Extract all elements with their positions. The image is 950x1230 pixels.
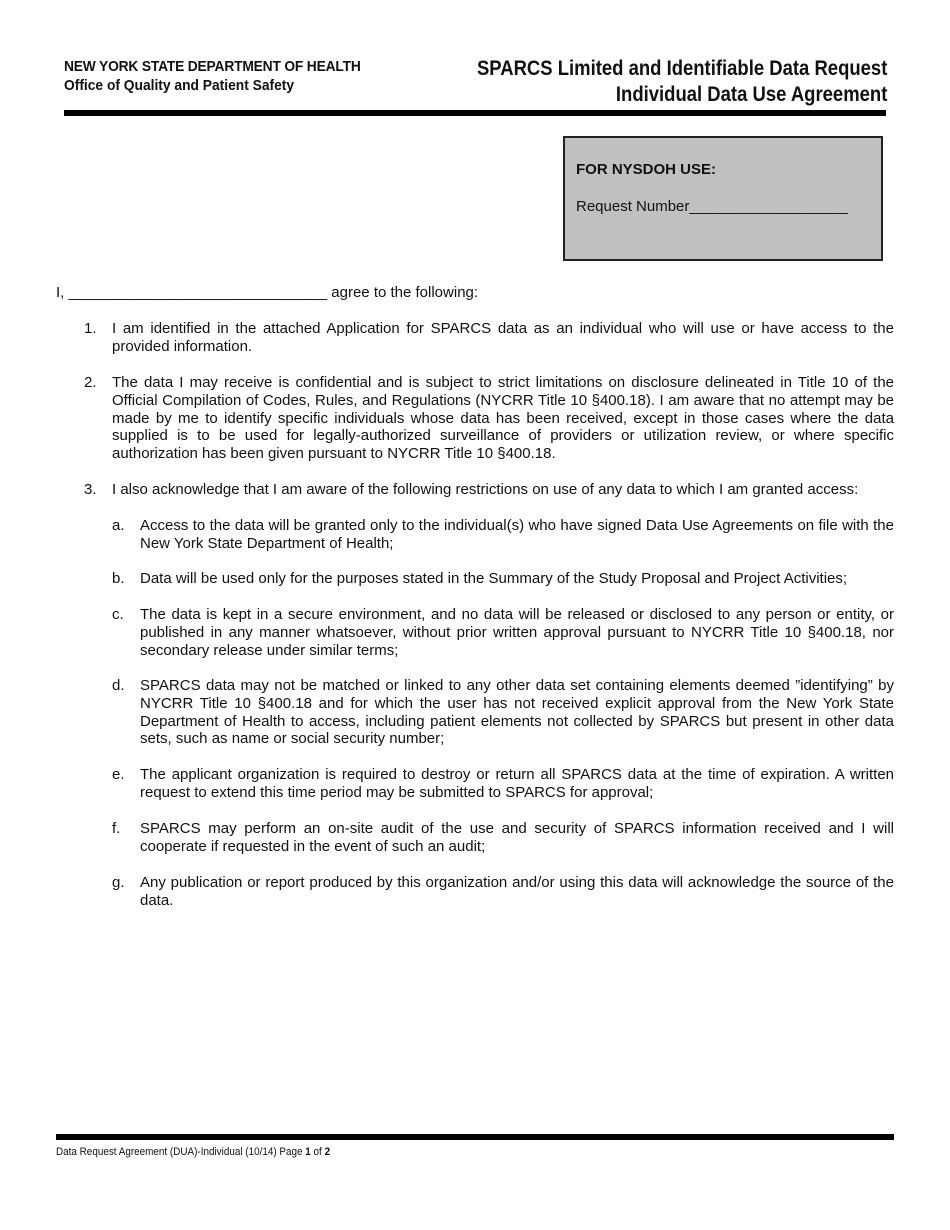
item-text: I also acknowledge that I am aware of the following restrictions on use of any data to which I am granted access: (112, 481, 859, 498)
office-name: Office of Quality and Patient Safety (64, 77, 295, 94)
item-number: 3. (84, 481, 97, 498)
subitem-letter: d. (112, 677, 125, 694)
subitem-letter: f. (112, 820, 121, 837)
page-total: 2 (324, 1146, 331, 1158)
subitem-letter: e. (112, 766, 125, 783)
subitem-letter: g. (112, 874, 125, 891)
subitem-text: SPARCS may perform an on-site audit of the use and security of SPARCS information received and I will cooperate if requested in the event of such an audit; (140, 820, 894, 855)
nysdoh-use-box (563, 136, 883, 261)
department-name: NEW YORK STATE DEPARTMENT OF HEALTH (64, 58, 361, 75)
org-header (64, 57, 386, 95)
item-number: 2. (84, 374, 97, 391)
item-text: The data I may receive is confidential and is subject to strict limitations on disclosure delineated in Title 10 of the Official Compilation of Codes, Rules, and Regulations (NYCRR Title 10 §400.18). I am aware that no attempt may be made by me to identify specific individuals whose data has been received, except in those cases where the data supplied is to be used for legally-authorized surveillance of providers or utilization review, or where specific authorization has been given pursuant to NYCRR Title 10 §400.18. (112, 374, 894, 463)
subitem-text: Data will be used only for the purposes stated in the Summary of the Study Proposal and Project Activities; (140, 570, 848, 587)
document-title (421, 56, 887, 108)
subitem-text: Access to the data will be granted only to the individual(s) who have signed Data Use Agreements on file with the New York State Department of Health; (140, 517, 894, 552)
item-number: 1. (84, 320, 97, 337)
subitem-letter: c. (112, 606, 124, 623)
footer-of: of (310, 1146, 325, 1158)
header-divider (64, 110, 886, 116)
page-footer (56, 1146, 330, 1158)
title-line-2: Individual Data Use Agreement (615, 83, 887, 106)
subitem-text: The data is kept in a secure environment, and no data will be released or disclosed to any person or entity, or published in any manner whatsoever, without prior written approval pursuant to NYCRR Title 10 §400.18, nor secondary release under similar terms; (140, 606, 894, 659)
footer-divider (56, 1134, 894, 1140)
subitem-text: The applicant organization is required to destroy or return all SPARCS data at the time of expiration. A written request to extend this time period may be submitted to SPARCS for approval; (140, 766, 894, 801)
page-number: 1 (305, 1146, 311, 1158)
request-number-field[interactable]: Request Number___________________ (576, 198, 848, 215)
subitem-text: Any publication or report produced by this organization and/or using this data will acknowledge the source of the data. (140, 874, 894, 909)
title-line-1: SPARCS Limited and Identifiable Data Request (476, 57, 887, 80)
item-text: I am identified in the attached Application for SPARCS data as an individual who will use or have access to the provided information. (112, 320, 894, 355)
agreement-intro: I, _______________________________ agree to the following: (56, 284, 479, 301)
use-box-title: FOR NYSDOH USE: (576, 161, 717, 178)
subitem-text: SPARCS data may not be matched or linked to any other data set containing elements deemed ”identifying” by NYCRR Title 10 §400.18 and for which the user has not received explicit approval from the New York State Department of Health to access, including patient elements not collected by SPARCS but present in other data sets, such as name or social security number; (140, 677, 894, 748)
footer-prefix: Data Request Agreement (DUA)-Individual (10/14) Page (56, 1146, 306, 1158)
subitem-letter: a. (112, 517, 125, 534)
subitem-letter: b. (112, 570, 125, 587)
